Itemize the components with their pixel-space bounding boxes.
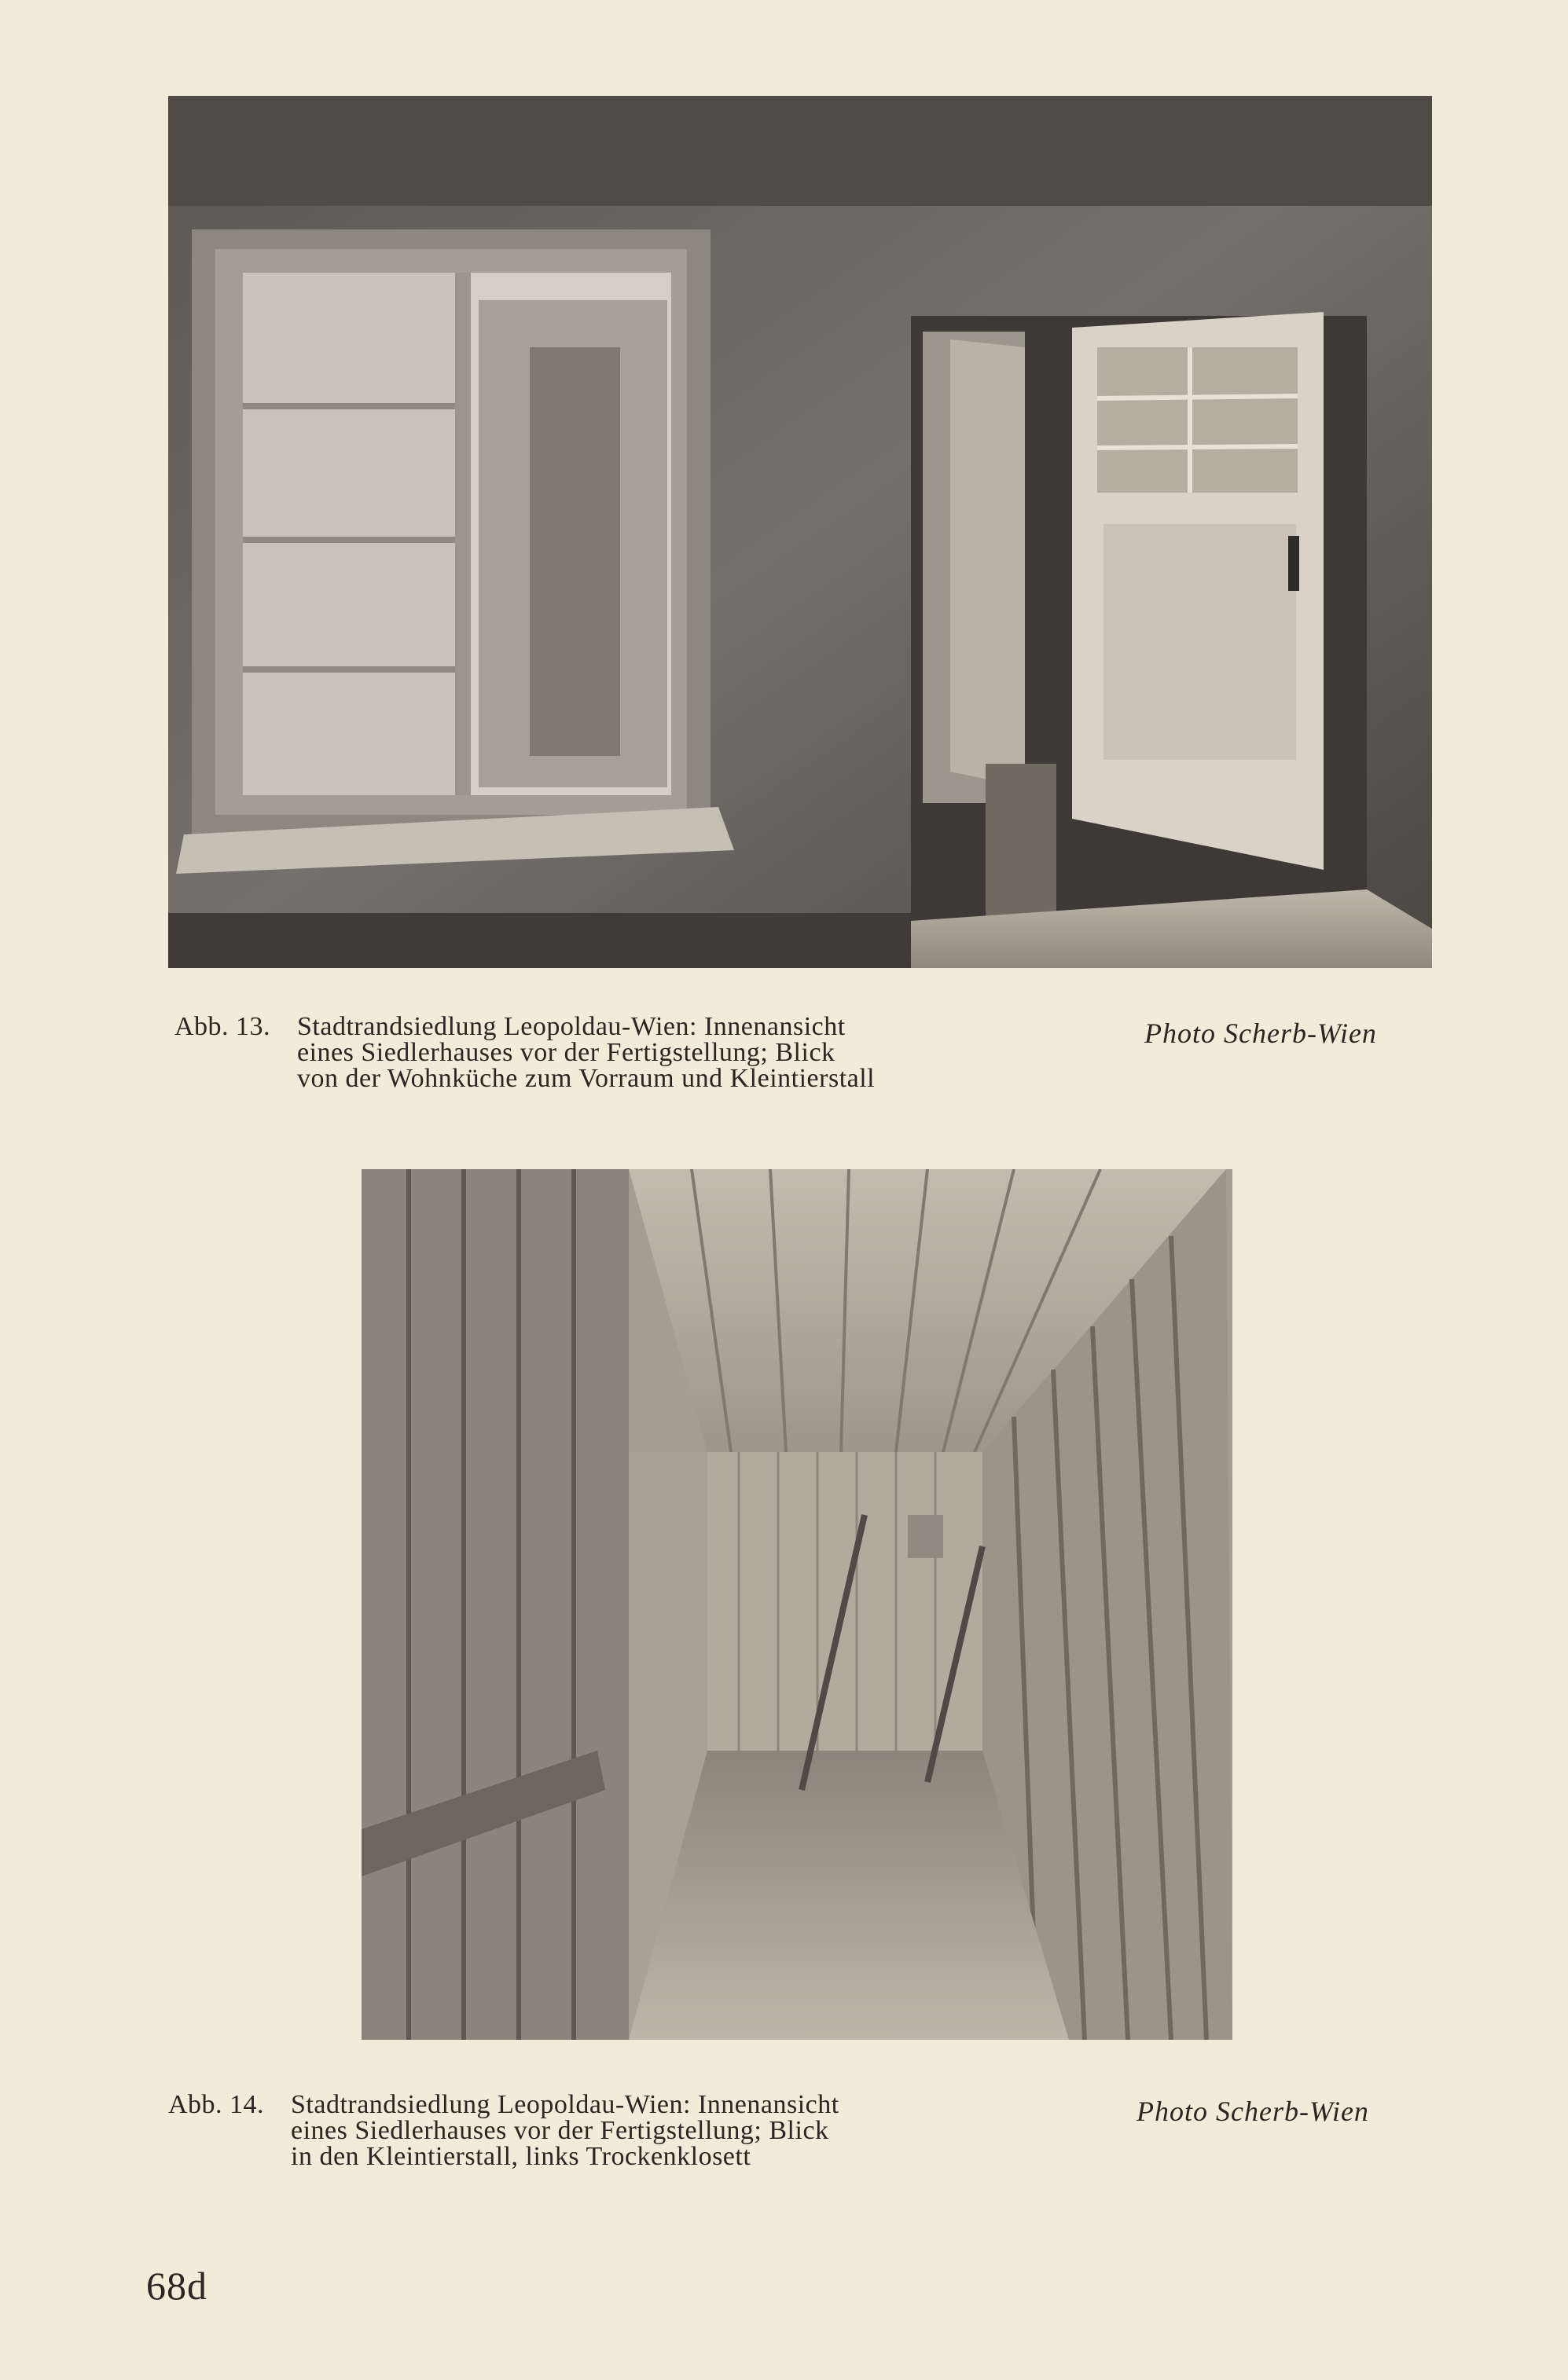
figure-14-caption-line-3: in den Kleintierstall, links Trockenklosett (291, 2142, 751, 2171)
figure-14-caption (168, 2092, 1072, 2169)
page-number: 68d (146, 2264, 207, 2308)
figure-14-caption-line-1: Stadtrandsiedlung Leopoldau-Wien: Innenansicht (291, 2090, 839, 2119)
figure-13-photo-credit: Photo Scherb-Wien (1144, 1018, 1377, 1049)
figure-13-caption-line-2: eines Siedlerhauses vor der Fertigstellung; Blick (297, 1038, 835, 1067)
figure-13-caption (174, 1014, 1078, 1091)
figure-14-photo-credit: Photo Scherb-Wien (1137, 2096, 1369, 2127)
photo-interior-window-door (168, 96, 1432, 968)
photo-interior-shed (362, 1169, 1232, 2040)
figure-13-caption-line-1: Stadtrandsiedlung Leopoldau-Wien: Innenansicht (297, 1012, 846, 1041)
figure-14-label: Abb. 14. (168, 2090, 265, 2119)
figure-13-label: Abb. 13. (174, 1012, 271, 1041)
figure-13-caption-line-3: von der Wohnküche zum Vorraum und Kleintierstall (297, 1064, 876, 1093)
figure-14-caption-line-2: eines Siedlerhauses vor der Fertigstellung; Blick (291, 2116, 829, 2145)
